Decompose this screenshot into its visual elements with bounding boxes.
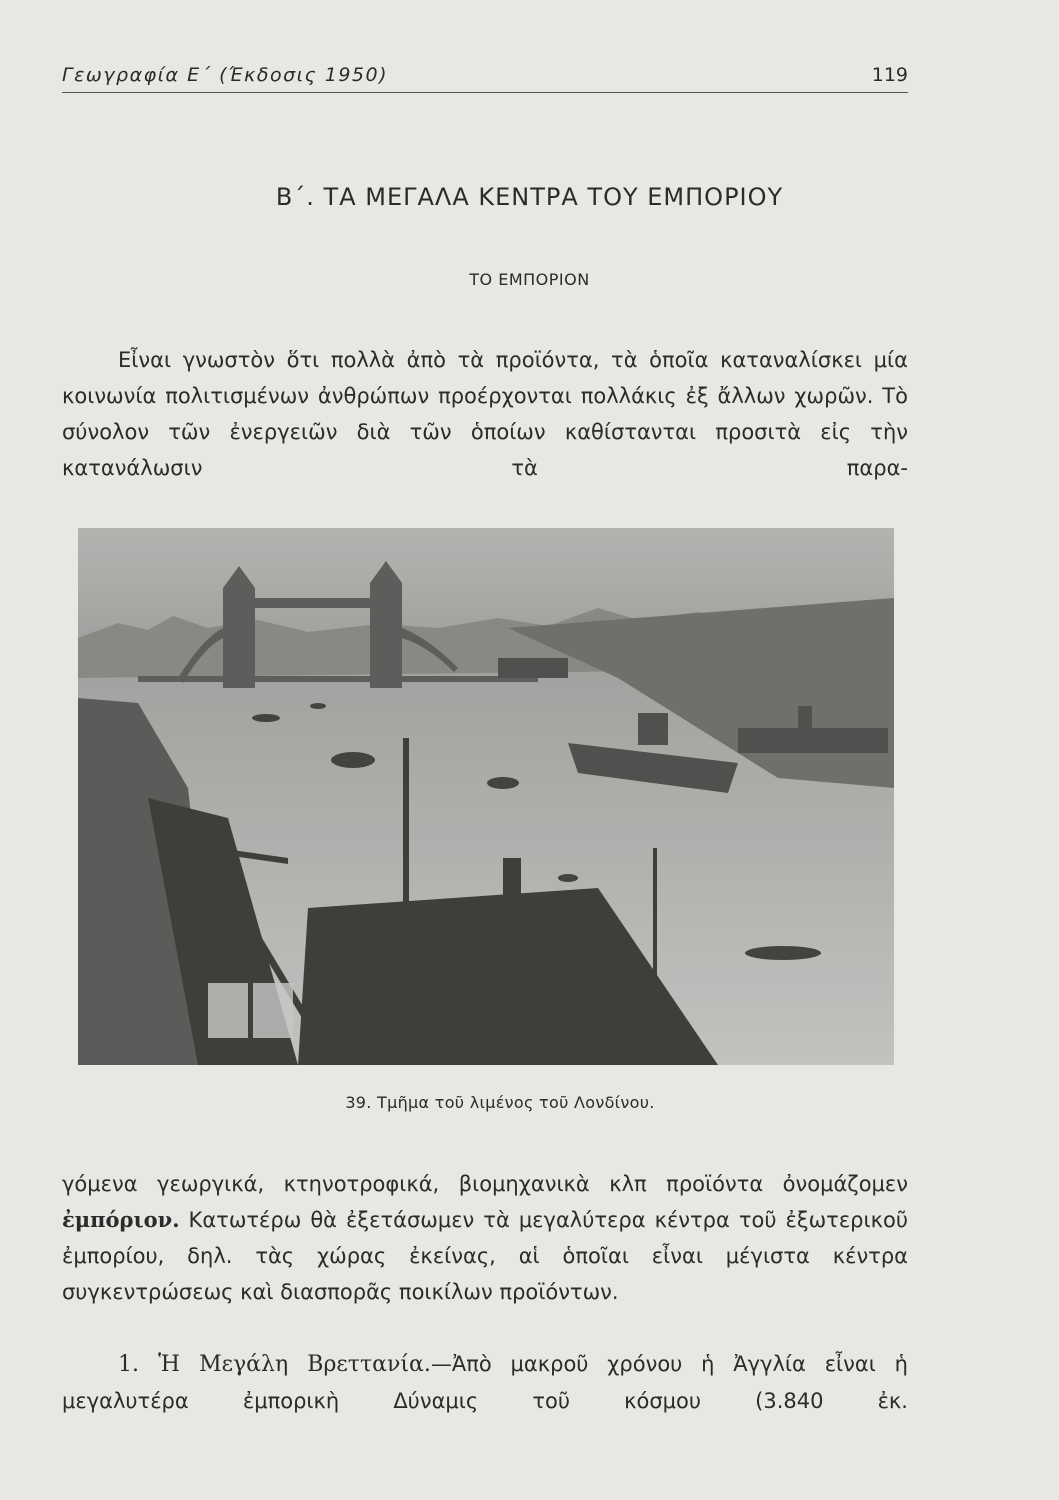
subsection-heading: 1. Ἡ Μεγάλη Βρεττανία. — [118, 1352, 431, 1377]
running-head: Γεωγραφία Ε΄ (Έκδοσις 1950) — [62, 64, 389, 86]
term-emporion: ἐμπόριον. — [62, 1207, 180, 1232]
page-number: 119 — [871, 64, 908, 86]
paragraph3-text: —Ἀπὸ μακροῦ χρόνου ἡ Ἀγγλία εἶναι ἡ μεγαλυτέρα ἐμπορικὴ Δύναμις τοῦ κόσμου (3.840 ἐκ. — [62, 1352, 908, 1413]
page-header — [62, 62, 908, 93]
chapter-title: Β΄. ΤΑ ΜΕΓΑΛΑ ΚΕΝΤΡΑ ΤΟΥ ΕΜΠΟΡΙΟΥ — [275, 183, 784, 211]
paragraph-great-britain — [62, 1346, 908, 1419]
paragraph2-text-before: γόμενα γεωργικά, κτηνοτροφικά, βιομηχανικὰ κλπ προϊόντα ὀνομάζομεν — [62, 1172, 908, 1196]
paragraph-commerce-definition — [62, 1166, 908, 1310]
paragraph2-text-after: Κατωτέρω θὰ ἐξετάσωμεν τὰ μεγαλύτερα κέντρα τοῦ ἐξωτερικοῦ ἐμπορίου, δηλ. τὰς χώρας ἐκείνας, αἱ ὁποῖαι εἶναι μέγιστα κέντρα συγκεντρώσεως καὶ διασπορᾶς ποικίλων προϊόντων. — [62, 1208, 908, 1304]
figure-caption: 39. Τμῆμα τοῦ λιμένος τοῦ Λονδίνου. — [345, 1093, 655, 1112]
section-title: ΤΟ ΕΜΠΟΡΙΟΝ — [469, 270, 590, 289]
photo-port-of-london — [78, 528, 894, 1065]
paragraph-intro: Εἶναι γνωστὸν ὅτι πολλὰ ἀπὸ τὰ προϊόντα, τὰ ὁποῖα καταναλίσκει μία κοινωνία πολιτισμένων ἀνθρώπων προέρχονται πολλάκις ἐξ ἄλλων χωρῶν. Τὸ σύνολον τῶν ἐνεργειῶν διὰ τῶν ὁποίων καθίστανται προσιτὰ εἰς τὴν κατανάλωσιν τὰ παρα- — [62, 348, 908, 480]
harbor-photo-illustration — [78, 528, 894, 1065]
